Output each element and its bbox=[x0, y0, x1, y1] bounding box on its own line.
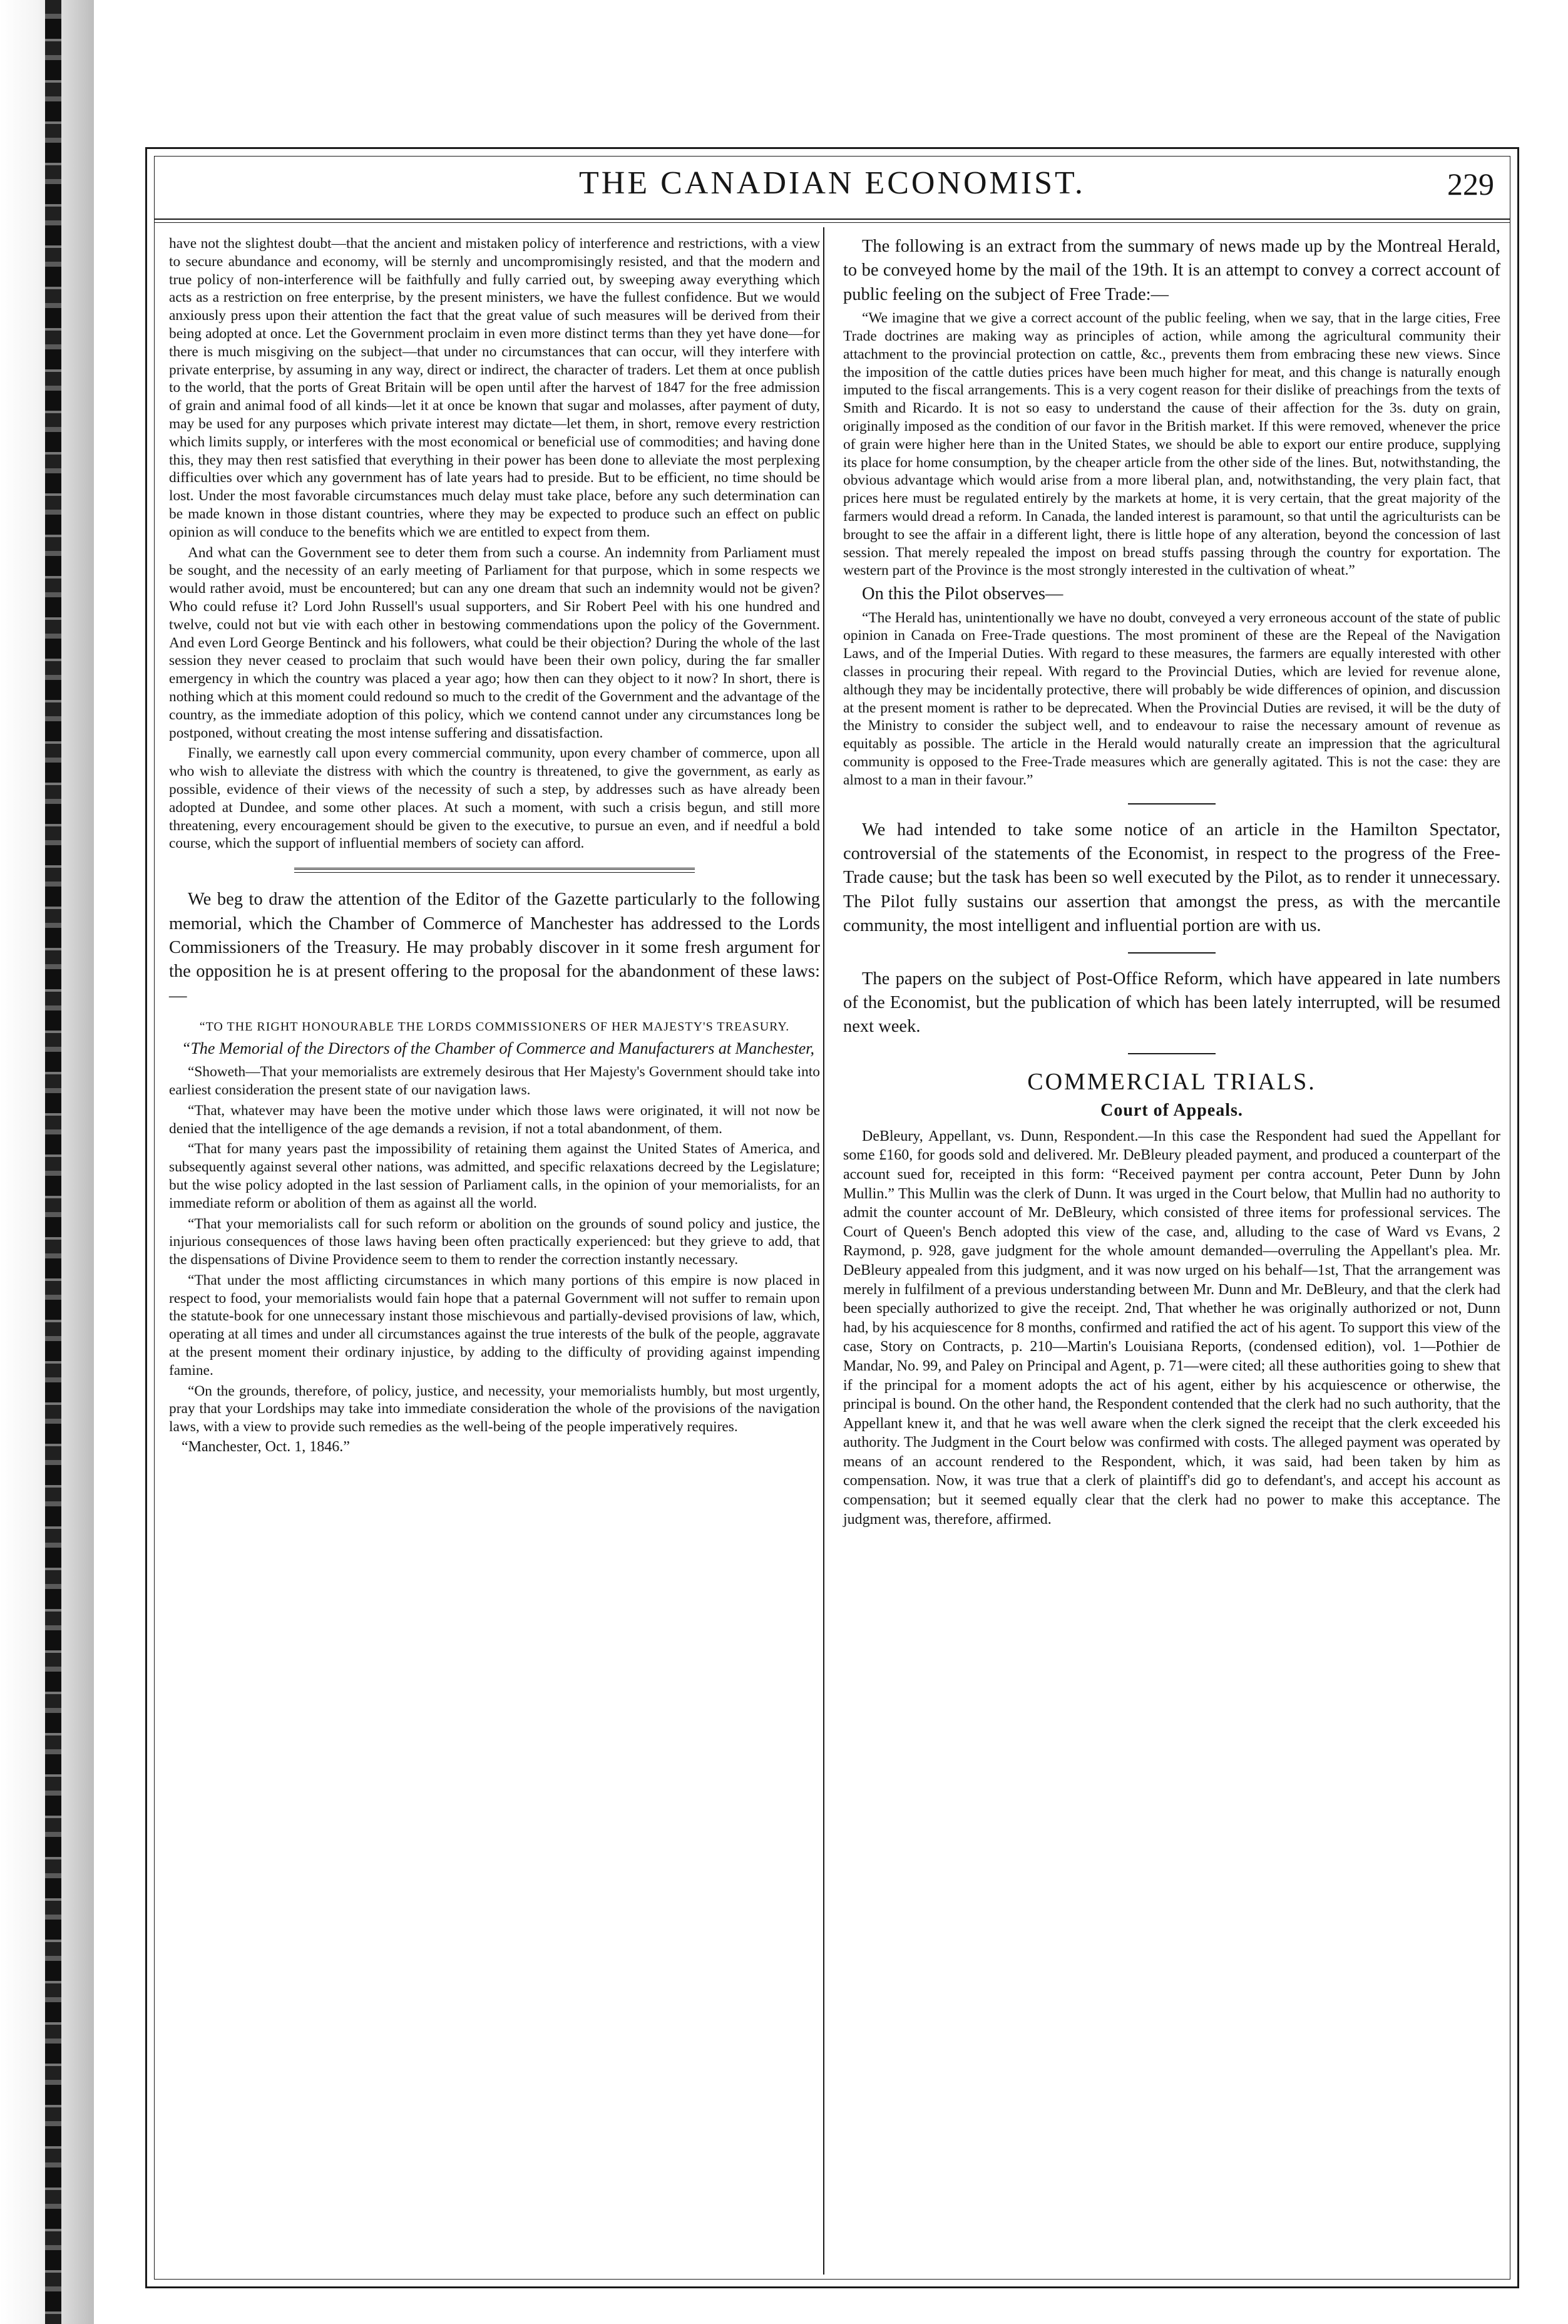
newspaper-page bbox=[145, 116, 1519, 2288]
memorial-heading: “TO THE RIGHT HONOURABLE THE LORDS COMMISSIONERS OF HER MAJESTY'S TREASURY. bbox=[199, 1020, 790, 1034]
memorial-paragraph: “That, whatever may have been the motive under which those laws were originated, it will not now be denied that the intelligence of the age demands a revision, if not a total abandonment, of them. bbox=[169, 1102, 820, 1137]
short-rule bbox=[1128, 803, 1216, 805]
header-rule-thin bbox=[154, 222, 1510, 223]
court-of-appeals-heading: Court of Appeals. bbox=[1100, 1100, 1243, 1120]
trial-report: DeBleury, Appellant, vs. Dunn, Respondent.—In this case the Respondent had sued the Appellant for some £160, for goods sold and delivered. Mr. DeBleury pleaded payment, and produced a counterpart of the account sued for, receipted in this form: “Received payment per contra account, Peter Dunn by John Mullin.” This Mullin was the clerk of Dunn. It was urged in the Court below, that Mullin had no authority to admit the counter account of Mr. DeBleury, which consisted of three items for professional services. The Court of Queen's Bench adopted this view of the case, and, alluding to the case of Ward vs Evans, 2 Raymond, p. 928, gave judgment for the whole amount demanded—overruling the Appellant's plea. Mr. DeBleury appealed from this judgment, and it was now urged on his behalf—1st, That the arrangement was merely in fulfilment of a previous understanding between Mr. Dunn and Mr. DeBleury, and that the clerk had been specially authorized to give the receipt. 2nd, That whether he was originally authorized or not, Dunn had, by his acquiescence for 8 months, confirmed and ratified the act of his agent. To support this view of the case, Story on Contracts, p. 210—Martin's Louisiana Reports, (condensed edition), vol. 1—Pothier de Mandar, No. 99, and Paley on Principal and Agent, p. 71—were cited; all these authorities going to shew that if the principal for a moment adopts the act of his agent, either by his acquiescence or otherwise, the principal is bound. On the other hand, the Respondent contended that the clerk had no such authority, that the Appellant knew it, and that he was well aware when the clerk signed the receipt that the clerk exceeded his authority. The Judgment in the Court below was confirmed with costs. The alleged payment was operated by means of an account rendered to the Respondent, which, it was said, had been taken by him as compensation. Now, it was true that a clerk of plaintiff's did go to defendant's, and accept his account as compensation; but it seemed equally clear that the clerk had no power to make this acceptance. The judgment was, therefore, affirmed. bbox=[843, 1128, 1500, 1528]
memorial-paragraph: “That your memorialists call for such reform or abolition on the grounds of sound policy and justice, the injurious consequences of those laws having been often practically experienced: but they grieve to add, that the dispensations of Divine Providence seem to them to render the correction instantly necessary. bbox=[169, 1215, 820, 1268]
pilot-intro: On this the Pilot observes— bbox=[862, 584, 1063, 604]
memorial-subheading: “The Memorial of the Directors of the Chamber of Commerce and Manufacturers at Manchester, bbox=[182, 1039, 814, 1058]
hamilton-spectator-note: We had intended to take some notice of an article in the Hamilton Spectator, controversial of the statements of the Economist, in respect to the progress of the Free-Trade cause; but the task has been so well executed by the Pilot, as to render it unnecessary. The Pilot fully sustains our assertion that amongst the press, as with the mercantile community, the most intelligent and influential portion are with us. bbox=[843, 820, 1500, 936]
memorial-signature: “Manchester, Oct. 1, 1846.” bbox=[182, 1439, 350, 1456]
commercial-trials-heading: COMMERCIAL TRIALS. bbox=[1027, 1068, 1316, 1095]
short-rule bbox=[1128, 952, 1216, 954]
page-title: THE CANADIAN ECONOMIST. bbox=[579, 165, 1085, 201]
editorial-paragraph-1: have not the slightest doubt—that the ancient and mistaken policy of interference and restrictions, with a view to secure abundance and economy, will be sternly and uncompromisingly resisted, and that the modern and true policy of non-interference will be faithfully and fully carried out, by sweeping away everything which acts as a restriction on free enterprise, by the present ministers, we have the fullest confidence. But we would anxiously press upon their attention the fact that the great value of such measures will be derived from their being adopted at once. Let the Government proclaim in even more distinct terms than they yet have done—for there is much misgiving on the subject—that under no circumstances that can occur, will they interfere with private enterprise, by assuming in any way, direct or indirect, the character of traders. Let them at once publish to the world, that the ports of Great Britain will be open until after the harvest of 1847 for the free admission of grain and animal food of all kinds—let it at once be known that sugar and molasses, after payment of duty, may be used for any purposes which private interest may dictate—let them, in short, remove every restriction which limits supply, or interferes with the most economical or beneficial use of commodities; and having done this, they may then rest satisfied that everything in their power has been done to alleviate the most perplexing difficulties over which any government has of late years had to preside. But to be efficient, no time should be lost. Under the most favorable circumstances much delay must take place, before any such determination can be made known in those distant countries, where they may be expected to produce such an effect on public opinion as will conduce to the benefits which we are entitled to expect from them. bbox=[169, 235, 820, 540]
right-column bbox=[843, 235, 1500, 1531]
column-divider bbox=[823, 227, 824, 2275]
pilot-quote: “The Herald has, unintentionally we have no doubt, conveyed a very erroneous account of the state of public opinion in Canada on Free-Trade questions. The most prominent of these are the Repeal of the Navigation Laws, and of the Imperial Duties. With regard to these measures, the farmers are equally interested with other classes in procuring their repeal. With regard to the Provincial Duties, which are levied for revenue alone, although they may be incidentally protective, there will probably be wide differences of opinion, and discussion at the present moment is rather to be deprecated. When the Provincial Duties are revised, it will be the duty of the Ministry to consider the subject well, and to endeavour to raise the necessary amount of revenue as equitably as possible. The article in the Herald would naturally create an impression that the agricultural community is opposed to the Free-Trade measures which are generally agitated. This is not the case: they are almost to a man in their favour.” bbox=[843, 609, 1500, 788]
editorial-paragraph-2: And what can the Government see to deter them from such a course. An indemnity from Parliament must be sought, and the necessity of an early meeting of Parliament for that purpose, which in some respects we would rather avoid, must be encountered; but can any one dream that such an indemnity would not be given? Who could refuse it? Lord John Russell's usual supporters, and Sir Robert Peel with his one hundred and twelve, could not but vie with each other in bestowing commendations upon the policy of the Government. And even Lord George Bentinck and his followers, what could be their objection? During the whole of the last session they never ceased to proclaim that such would have been their own policy, during the far smaller emergency in which the country was placed a year ago; how then can they object to it now? In short, there is nothing which at this moment could redound so much to the credit of the Government and the advantage of the country, as the immediate adoption of this policy, which we contend cannot under any circumstances long be postponed, without creating the most intense suffering and dissatisfaction. bbox=[169, 544, 820, 741]
left-column bbox=[169, 235, 820, 1458]
post-office-note: The papers on the subject of Post-Office Reform, which have appeared in late numbers of the Economist, but the publication of which has been lately interrupted, will be resumed next week. bbox=[843, 969, 1500, 1037]
page-number: 229 bbox=[1447, 167, 1494, 202]
section-divider-double bbox=[294, 868, 695, 873]
memorial-paragraph: “Showeth—That your memorialists are extremely desirous that Her Majesty's Government should take into earliest consideration the present state of our navigation laws. bbox=[169, 1064, 820, 1098]
herald-intro: The following is an extract from the summary of news made up by the Montreal Herald, to be conveyed home by the mail of the 19th. It is an attempt to convey a correct account of public feeling on the subject of Free Trade:— bbox=[843, 237, 1500, 304]
editorial-paragraph-3: Finally, we earnestly call upon every commercial community, upon every chamber of commerce, upon all who wish to alleviate the distress with which the country is threatened, to give the government, as early as possible, evidence of their views of the necessity of such a step, by addresses such as have already been adopted at Dundee, and some other places. At such a moment, with such a crisis begun, and still more threatening, every encouragement should be given to the executive, to pursue an even, and if needful a bold course, which the support of influential members of society can afford. bbox=[169, 745, 820, 852]
header-rule bbox=[154, 219, 1510, 220]
memorial-paragraph: “That for many years past the impossibility of retaining them against the United States of America, and subsequently against several other nations, was admitted, and specific relaxations decreed by the Legislature; but the wise policy adopted in the last session of Parliament calls, in the opinion of your memorialists, for an immediate reform or abolition of them as against all the world. bbox=[169, 1141, 820, 1211]
short-rule bbox=[1128, 1053, 1216, 1054]
gazette-intro: We beg to draw the attention of the Editor of the Gazette particularly to the following memorial, which the Chamber of Commerce of Manchester has addressed to the Lords Commissioners of the Treasury. He may probably discover in it some fresh argument for the opposition he is at present offering to the proposal for the abandonment of these laws:— bbox=[169, 890, 820, 1005]
memorial-paragraph: “That under the most afflicting circumstances in which many portions of this empire is now placed in respect to food, your memorialists would fain hope that a paternal Government will not suffer to remain upon the statute-book for one unnecessary instant those mischievous and partially-devised provisions of law, which, operating at all times and under all circumstances against the true interests of the bulk of the people, aggravate at the present moment their ordinary injustice, by adding to the difficulty of providing against impending famine. bbox=[169, 1272, 820, 1379]
memorial-paragraph: “On the grounds, therefore, of policy, justice, and necessity, your memorialists humbly, but most urgently, pray that your Lordships may take into immediate consideration the whole of the provisions of the navigation laws, with a view to provide such remedies as the well-being of the people imperatively requires. bbox=[169, 1382, 820, 1436]
binding-stitch-strip bbox=[45, 0, 61, 2324]
herald-quote: “We imagine that we give a correct account of the public feeling, when we say, that in the large cities, Free Trade doctrines are making way as principles of action, while among the agricultural community their attachment to the provincial protection on cattle, &c., prevents them from embracing these new views. Since the imposition of the cattle duties prices have been much higher for meat, and this change is naturally enough imputed to the fiscal arrangements. This is a very cogent reason for their dislike of preachings from the texts of Smith and Ricardo. It is not so easy to understand the cause of their affection for the 3s. duty on grain, originally imposed as the condition of our favor in the British market. If this were removed, whenever the price of grain were higher here than in the United States, we should be able to export our entire produce, supplying its place for home consumption, by the cheaper article from the other side of the lines. But, notwithstanding, the obvious advantage which would arise from a more liberal plan, and, notwithstanding, the very plain fact, that prices here must be regulated entirely by the markets at home, it is very certain, that the great majority of the farmers would dread a reform. In Canada, the landed interest is paramount, so that until the agriculturists can be brought to see the affair in a different light, there is little hope of any alteration, beyond the concession of last session. That merely repealed the impost on bread stuffs passing through the country for exportation. The western part of the Province is the most strongly interested in the cultivation of wheat.” bbox=[843, 310, 1500, 579]
